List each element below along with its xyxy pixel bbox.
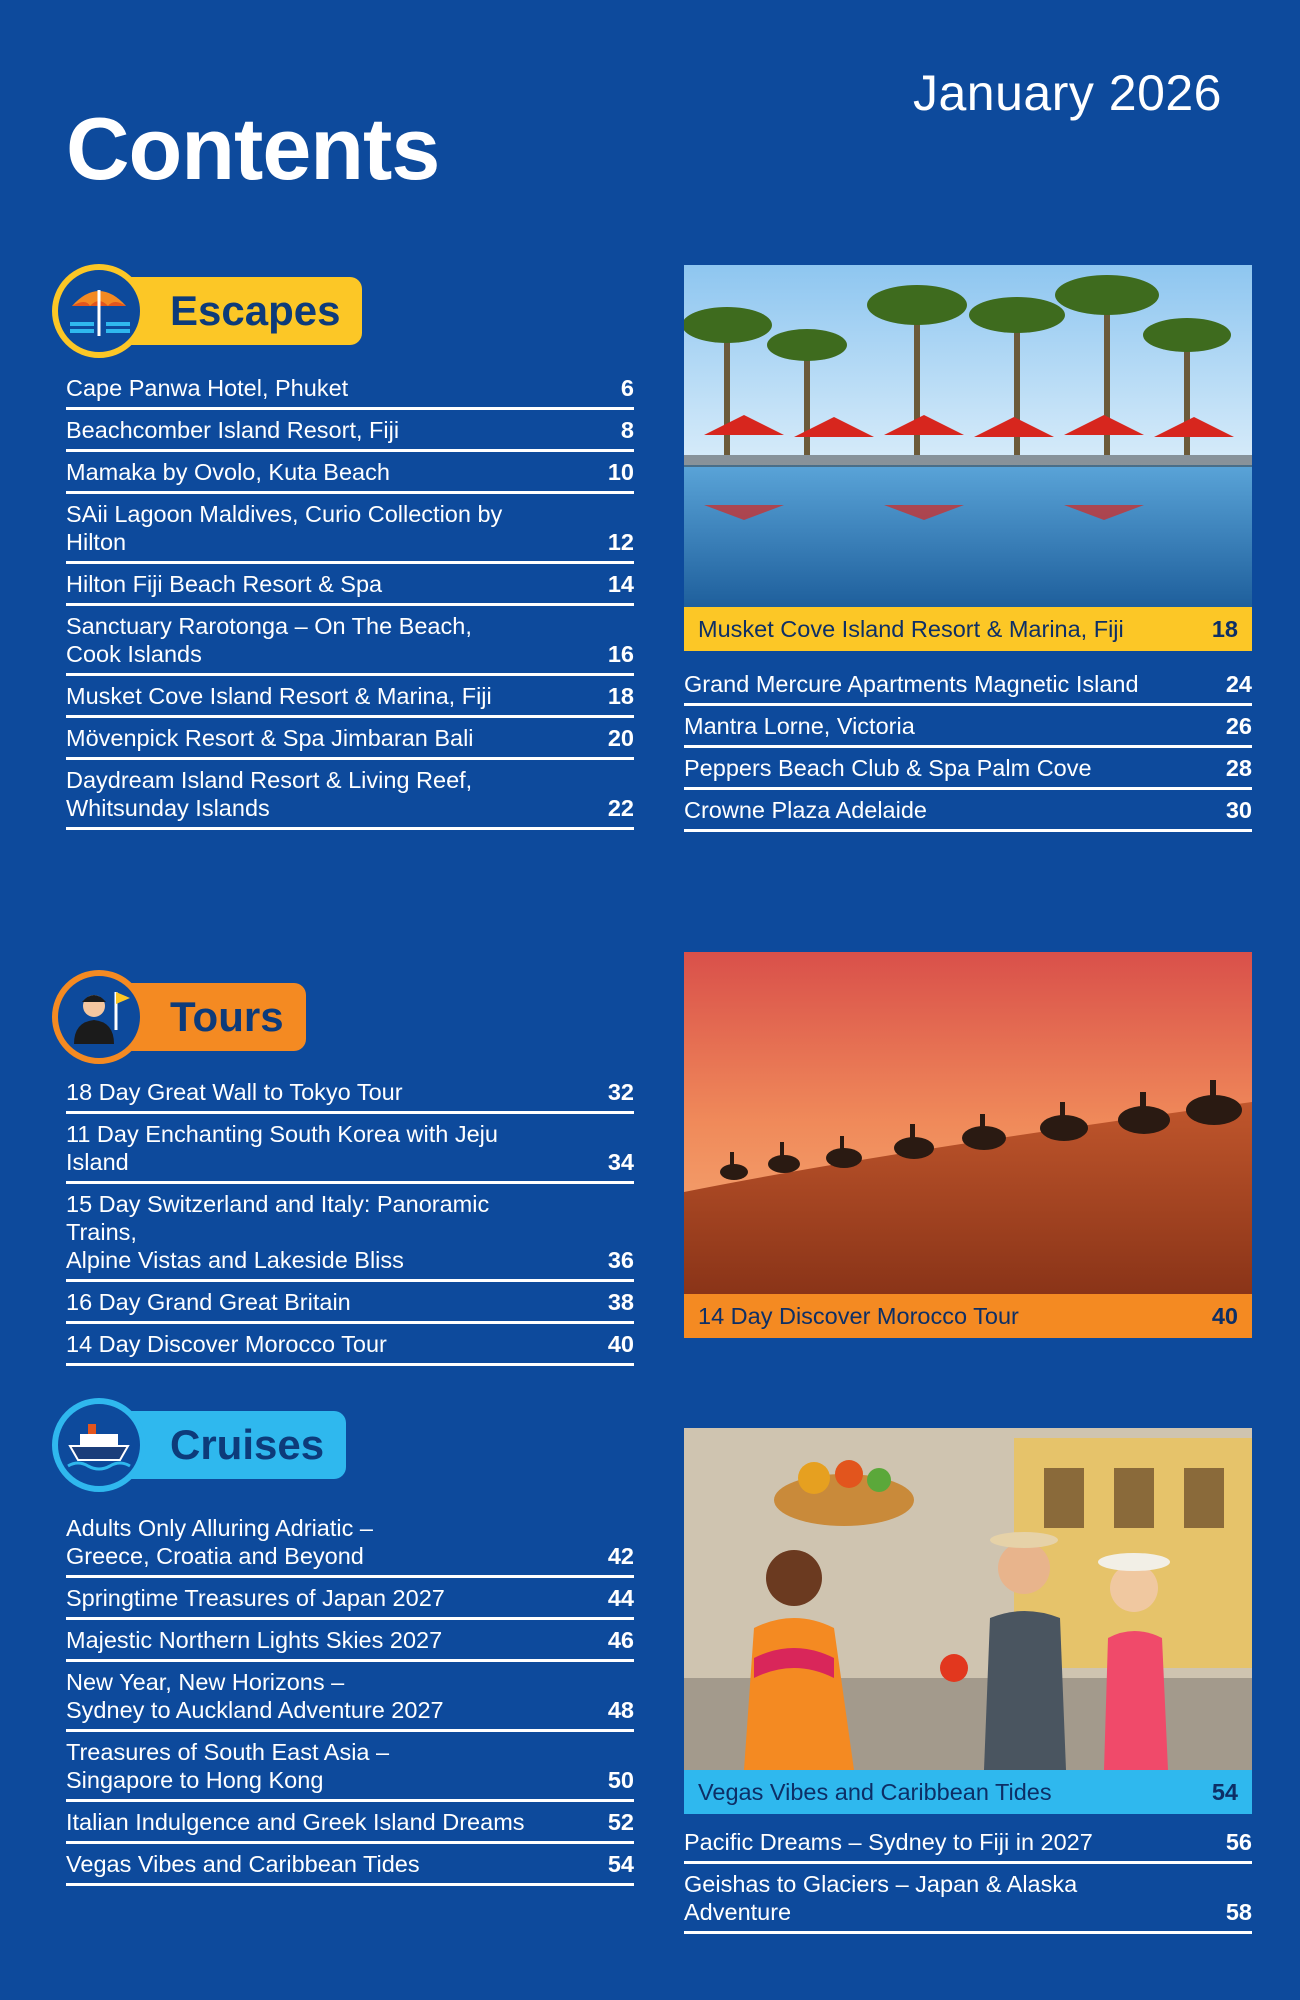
toc-entry-page: 30 (1225, 797, 1252, 823)
toc-entry[interactable] (66, 1072, 634, 1114)
tours-list (66, 1072, 634, 1366)
toc-entry[interactable] (66, 1578, 634, 1620)
toc-entry[interactable] (66, 760, 634, 830)
toc-entry-page: 28 (1225, 755, 1252, 781)
feature-caption-cruises (684, 1770, 1252, 1814)
desert-camels-image (684, 952, 1252, 1294)
toc-entry-title: New Year, New Horizons – Sydney to Auckland Adventure 2027 (66, 1669, 444, 1723)
feature-title: Vegas Vibes and Caribbean Tides (698, 1778, 1052, 1805)
issue-date: January 2026 (912, 65, 1222, 121)
toc-entry-page: 16 (607, 641, 634, 667)
feature-page: 54 (1211, 1778, 1238, 1805)
toc-entry[interactable] (66, 1844, 634, 1886)
toc-entry[interactable] (66, 1282, 634, 1324)
toc-entry-title: 15 Day Switzerland and Italy: Panoramic Trains, Alpine Vistas and Lakeside Bliss (66, 1191, 490, 1273)
page-title: Contents (66, 99, 440, 198)
toc-entry-page: 6 (620, 375, 634, 401)
toc-entry-page: 32 (607, 1079, 634, 1105)
toc-entry-page: 10 (607, 459, 634, 485)
toc-entry[interactable] (66, 1324, 634, 1366)
toc-entry[interactable] (66, 1662, 634, 1732)
toc-entry[interactable] (66, 606, 634, 676)
feature-caption-tours (684, 1294, 1252, 1338)
cruises-list-right (684, 1822, 1252, 1934)
toc-entry-page: 54 (607, 1851, 634, 1877)
feature-page: 18 (1211, 615, 1238, 642)
toc-entry-title: Adults Only Alluring Adriatic – Greece, Croatia and Beyond (66, 1515, 373, 1569)
toc-entry[interactable] (66, 718, 634, 760)
toc-entry-page: 34 (607, 1149, 634, 1175)
toc-entry-title: Italian Indulgence and Greek Island Dreams (66, 1809, 525, 1835)
toc-entry[interactable] (684, 748, 1252, 790)
cruise-ship-icon (52, 1398, 146, 1492)
toc-entry-page: 26 (1225, 713, 1252, 739)
section-label-escapes: Escapes (98, 277, 362, 345)
toc-entry-page: 36 (607, 1247, 634, 1273)
toc-entry-page: 38 (607, 1289, 634, 1315)
beach-umbrella-icon (52, 264, 146, 358)
toc-entry-title: Vegas Vibes and Caribbean Tides (66, 1851, 420, 1877)
toc-entry[interactable] (684, 664, 1252, 706)
toc-entry-page: 40 (607, 1331, 634, 1357)
toc-entry[interactable] (66, 1114, 634, 1184)
section-label-cruises: Cruises (98, 1411, 346, 1479)
toc-entry[interactable] (684, 706, 1252, 748)
toc-entry[interactable] (66, 452, 634, 494)
caribbean-street-image (684, 1428, 1252, 1770)
feature-title: Musket Cove Island Resort & Marina, Fiji (698, 615, 1124, 642)
toc-entry[interactable] (66, 1508, 634, 1578)
toc-entry[interactable] (684, 790, 1252, 832)
toc-entry-page: 14 (607, 571, 634, 597)
toc-entry-title: Grand Mercure Apartments Magnetic Island (684, 671, 1139, 697)
toc-entry-title: Geishas to Glaciers – Japan & Alaska Adventure (684, 1871, 1078, 1925)
toc-entry-title: Crowne Plaza Adelaide (684, 797, 927, 823)
toc-entry[interactable] (66, 1802, 634, 1844)
toc-entry-title: Treasures of South East Asia – Singapore to Hong Kong (66, 1739, 390, 1793)
cruises-list (66, 1508, 634, 1886)
toc-entry-page: 18 (607, 683, 634, 709)
tour-guide-flag-icon (52, 970, 146, 1064)
feature-photo-escapes[interactable] (684, 265, 1252, 651)
feature-page: 40 (1211, 1302, 1238, 1329)
toc-entry[interactable] (66, 494, 634, 564)
toc-entry[interactable] (66, 1732, 634, 1802)
toc-entry-page: 56 (1225, 1829, 1252, 1855)
toc-entry-title: Mövenpick Resort & Spa Jimbaran Bali (66, 725, 474, 751)
toc-entry-page: 8 (620, 417, 634, 443)
toc-entry-title: Hilton Fiji Beach Resort & Spa (66, 571, 383, 597)
feature-photo-cruises[interactable] (684, 1428, 1252, 1814)
toc-entry-title: Mantra Lorne, Victoria (684, 713, 915, 739)
feature-title: 14 Day Discover Morocco Tour (698, 1302, 1019, 1329)
toc-entry-page: 46 (607, 1627, 634, 1653)
toc-entry-page: 24 (1225, 671, 1252, 697)
toc-entry-title: Beachcomber Island Resort, Fiji (66, 417, 400, 443)
toc-entry-title: Majestic Northern Lights Skies 2027 (66, 1627, 443, 1653)
toc-entry-page: 42 (607, 1543, 634, 1569)
section-label-tours: Tours (98, 983, 306, 1051)
feature-photo-tours[interactable] (684, 952, 1252, 1338)
feature-caption-escapes (684, 607, 1252, 651)
toc-entry-title: Cape Panwa Hotel, Phuket (66, 375, 349, 401)
toc-entry-title: 14 Day Discover Morocco Tour (66, 1331, 387, 1357)
toc-entry-title: Musket Cove Island Resort & Marina, Fiji (66, 683, 492, 709)
toc-entry-title: SAii Lagoon Maldives, Curio Collection by Hilton (66, 501, 503, 555)
toc-entry-title: Peppers Beach Club & Spa Palm Cove (684, 755, 1092, 781)
escapes-list (66, 368, 634, 830)
toc-entry-title: Springtime Treasures of Japan 2027 (66, 1585, 445, 1611)
toc-entry-page: 48 (607, 1697, 634, 1723)
resort-pool-image (684, 265, 1252, 607)
escapes-list-right (684, 664, 1252, 832)
toc-entry-title: 16 Day Grand Great Britain (66, 1289, 351, 1315)
toc-entry-page: 44 (607, 1585, 634, 1611)
toc-entry[interactable] (66, 676, 634, 718)
toc-entry-page: 50 (607, 1767, 634, 1793)
toc-entry-title: Daydream Island Resort & Living Reef, Whitsunday Islands (66, 767, 473, 821)
toc-entry-title: Sanctuary Rarotonga – On The Beach, Cook Islands (66, 613, 472, 667)
toc-entry-title: 11 Day Enchanting South Korea with Jeju Island (66, 1121, 498, 1175)
toc-entry[interactable] (684, 1864, 1252, 1934)
toc-entry[interactable] (66, 564, 634, 606)
toc-entry-title: Mamaka by Ovolo, Kuta Beach (66, 459, 390, 485)
toc-entry-page: 52 (607, 1809, 634, 1835)
toc-entry-page: 22 (607, 795, 634, 821)
toc-entry[interactable] (66, 1620, 634, 1662)
toc-entry[interactable] (684, 1822, 1252, 1864)
toc-entry[interactable] (66, 368, 634, 410)
toc-entry-title: 18 Day Great Wall to Tokyo Tour (66, 1079, 403, 1105)
toc-entry-title: Pacific Dreams – Sydney to Fiji in 2027 (684, 1829, 1093, 1855)
toc-entry[interactable] (66, 1184, 634, 1282)
toc-entry-page: 58 (1225, 1899, 1252, 1925)
toc-entry[interactable] (66, 410, 634, 452)
toc-entry-page: 12 (607, 529, 634, 555)
toc-entry-page: 20 (607, 725, 634, 751)
